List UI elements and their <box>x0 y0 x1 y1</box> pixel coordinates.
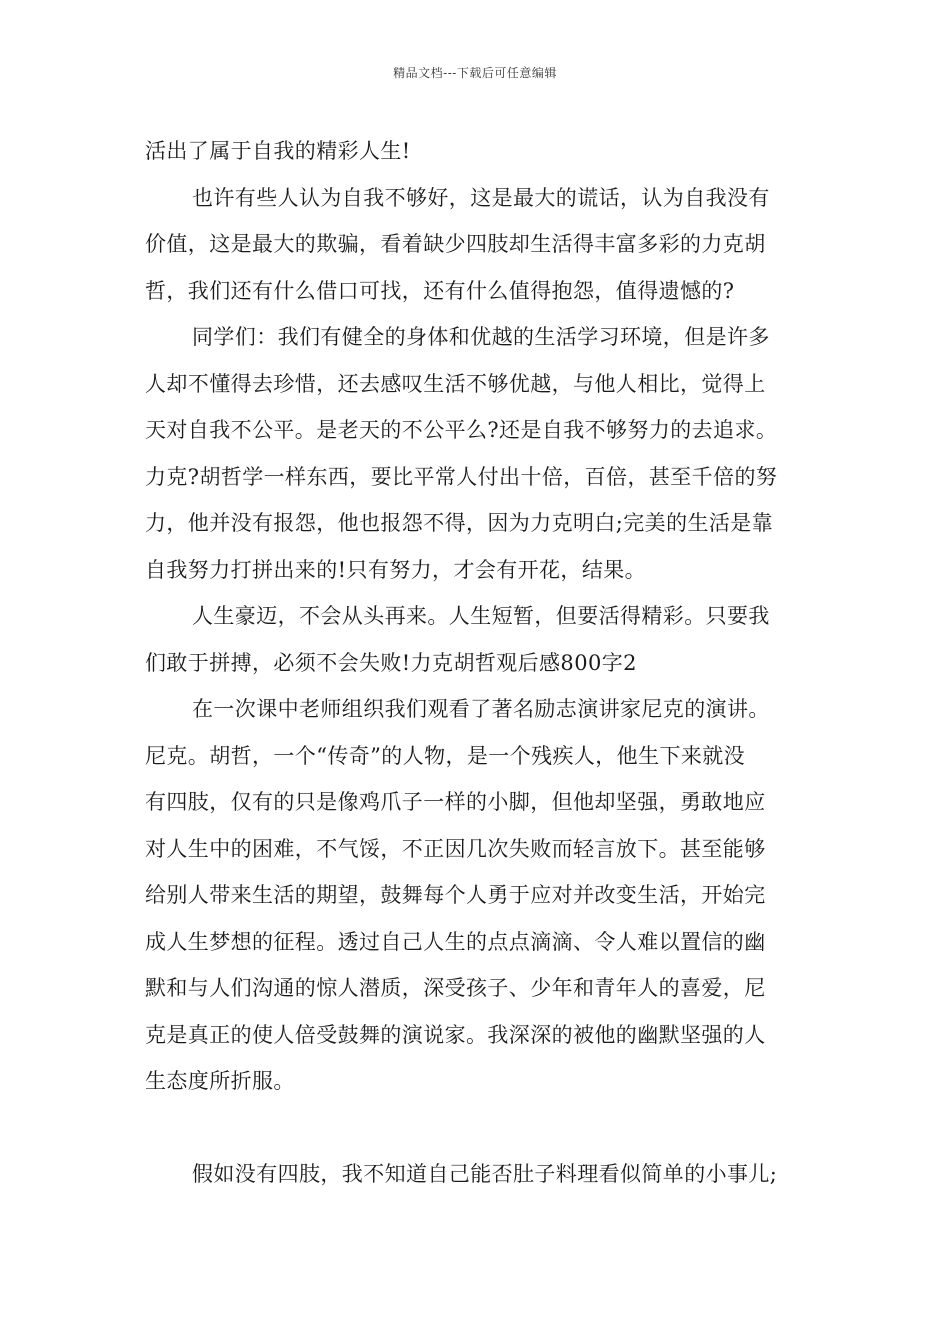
text-line: 人却不懂得去珍惜，还去感叹生活不够优越，与他人相比，觉得上 <box>145 371 766 396</box>
text-line: 有四肢，仅有的只是像鸡爪子一样的小脚，但他却坚强，勇敢地应 <box>145 790 766 814</box>
page-header: 精品文档---下载后可任意编辑 <box>393 66 557 80</box>
text-line: 克是真正的使人倍受鼓舞的演说家。我深深的被他的幽默坚强的人 <box>145 1022 766 1047</box>
text-line: 们敢于拼搏，必须不会失败!力克胡哲观后感800字2 <box>145 650 637 675</box>
text-line: 自我努力打拼出来的!只有努力，才会有开花，结果。 <box>145 557 647 582</box>
text-line: 价值，这是最大的欺骗，看着缺少四肢却生活得丰富多彩的力克胡 <box>145 232 766 256</box>
blank-line <box>145 1105 810 1152</box>
text-line: 天对自我不公平。是老天的不公平么?还是自我不够努力的去追求。 <box>145 418 778 442</box>
paragraph-start-line: 人生豪迈，不会从头再来。人生短暂，但要活得精彩。只要我 <box>192 604 770 628</box>
text-line: 生态度所折服。 <box>145 1069 295 1093</box>
text-line: 成人生梦想的征程。透过自己人生的点点滴滴、令人难以置信的幽 <box>145 929 766 954</box>
paragraph-start-line: 同学们：我们有健全的身体和优越的生活学习环境，但是许多 <box>192 325 770 349</box>
text-line: 力，他并没有报怨，他也报怨不得，因为力克明白;完美的生活是靠 <box>145 511 774 535</box>
paragraph-start-line: 在一次课中老师组织我们观看了著名励志演讲家尼克的演讲。 <box>192 697 770 721</box>
paragraph-start-line: 假如没有四肢，我不知道自己能否肚子料理看似简单的小事儿; <box>192 1162 778 1186</box>
text-line: 哲，我们还有什么借口可找，还有什么值得抱怨，值得遗憾的? <box>145 278 735 303</box>
paragraph-start-line: 也许有些人认为自我不够好，这是最大的谎话，认为自我没有 <box>192 185 770 210</box>
text-line: 活出了属于自我的精彩人生! <box>145 139 411 163</box>
text-line: 对人生中的困难，不气馁，不正因几次失败而轻言放下。甚至能够 <box>145 836 766 861</box>
text-line: 默和与人们沟通的惊人潜质，深受孩子、少年和青年人的喜爱，尼 <box>145 976 766 1000</box>
document-body <box>145 128 810 1198</box>
text-line: 尼克。胡哲，一个“传奇”的人物，是一个残疾人，他生下来就没 <box>145 743 746 768</box>
text-line: 给别人带来生活的期望，鼓舞每个人勇于应对并改变生活，开始完 <box>145 883 766 907</box>
text-line: 力克?胡哲学一样东西，要比平常人付出十倍，百倍，甚至千倍的努 <box>145 464 778 489</box>
